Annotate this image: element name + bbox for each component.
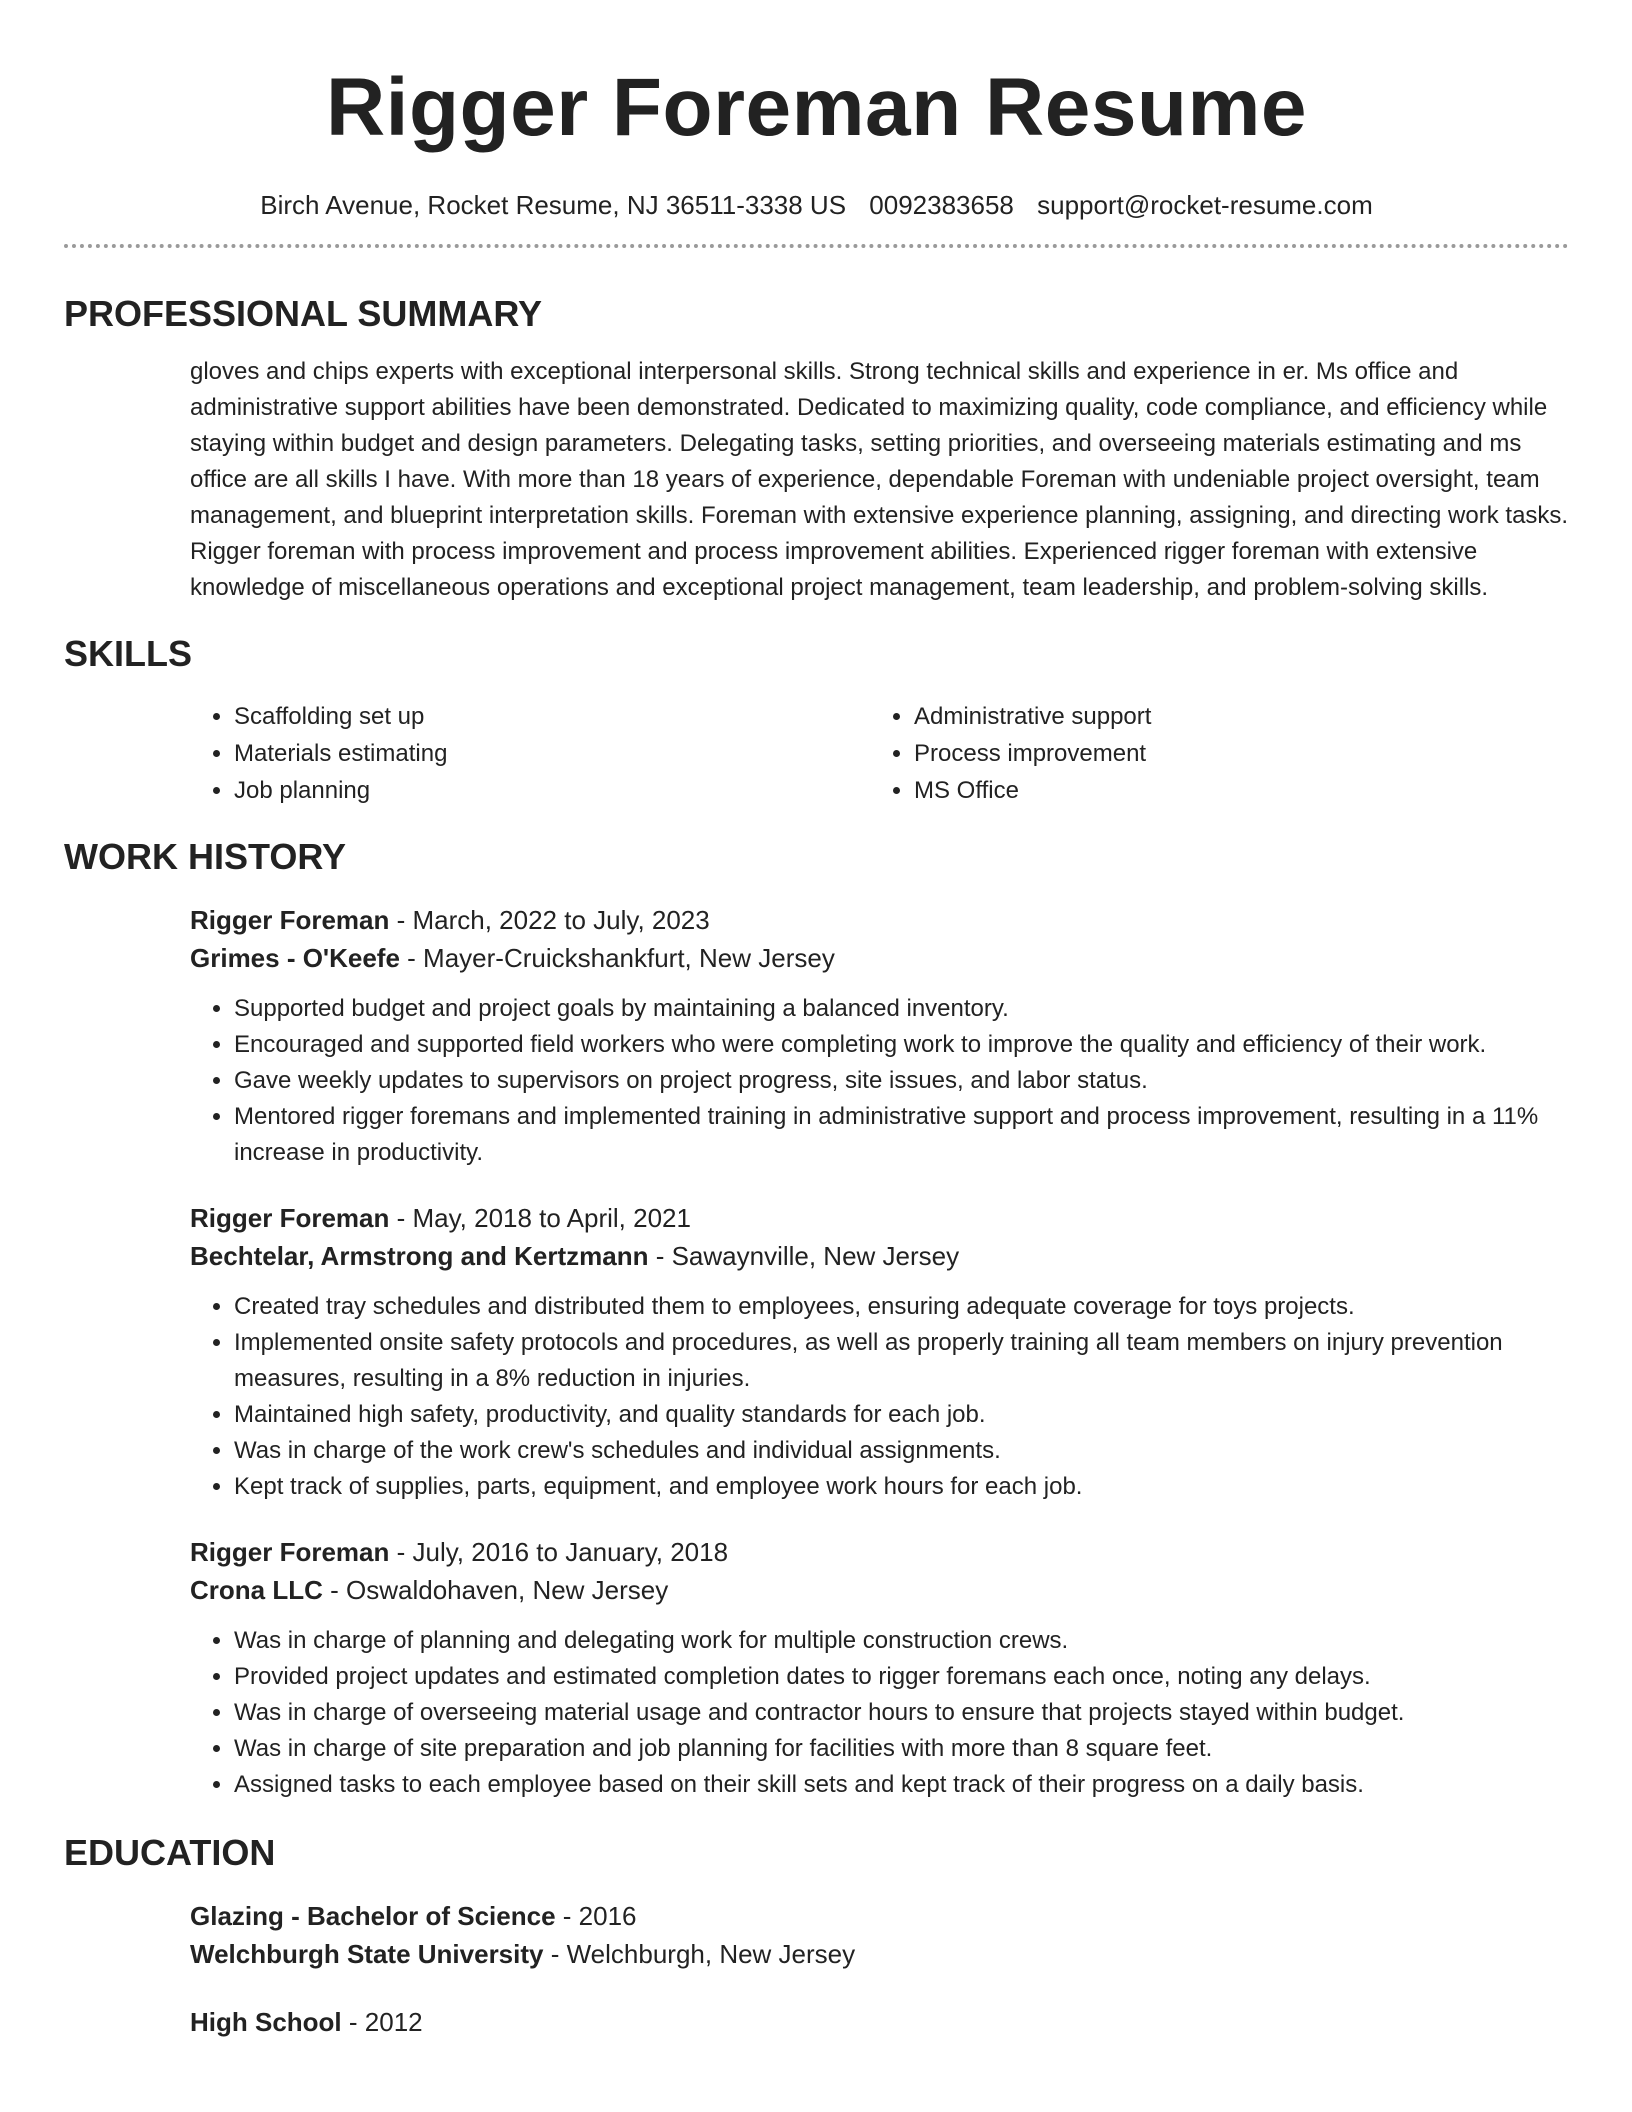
job-company-line: [190, 1237, 1569, 1275]
job-bullets: [190, 1289, 1569, 1505]
contact-line: [64, 188, 1569, 222]
job-company: Bechtelar, Armstrong and Kertzmann: [190, 1241, 649, 1271]
job-title: Rigger Foreman: [190, 1203, 390, 1233]
skills-section: [64, 632, 1569, 809]
skill-item: • MS Office: [914, 772, 1550, 809]
job-title-line: [190, 901, 1569, 939]
skill-item: • Materials estimating: [234, 735, 870, 772]
work-heading: WORK HISTORY: [64, 836, 347, 877]
job-bullet: • Created tray schedules and distributed them to employees, ensuring adequate coverage for toys projects.: [234, 1289, 1569, 1325]
job-location: - Oswaldohaven, New Jersey: [322, 1575, 669, 1605]
job-dates: - March, 2022 to July, 2023: [389, 905, 710, 935]
job-entry: [190, 901, 1569, 1171]
job-bullet: • Gave weekly updates to supervisors on project progress, site issues, and labor status.: [234, 1063, 1569, 1099]
job-bullet: • Was in charge of site preparation and job planning for facilities with more than 8 square feet.: [234, 1731, 1569, 1767]
skills-right-list: [870, 698, 1550, 809]
education-year: - 2012: [341, 2007, 423, 2037]
education-school-line: [190, 1935, 1569, 1973]
job-title-line: [190, 1199, 1569, 1237]
job-title: Rigger Foreman: [190, 905, 390, 935]
education-degree: High School: [190, 2007, 342, 2037]
contact-phone: 0092383658: [869, 190, 1014, 220]
job-bullet: • Was in charge of planning and delegating work for multiple construction crews.: [234, 1623, 1569, 1659]
job-location: - Sawaynville, New Jersey: [648, 1241, 960, 1271]
education-degree-line: [190, 2003, 1569, 2041]
job-bullet: • Encouraged and supported field workers who were completing work to improve the quality and efficiency of their work.: [234, 1027, 1569, 1063]
education-year: - 2016: [555, 1901, 637, 1931]
skill-item: • Administrative support: [914, 698, 1550, 735]
job-bullet: • Implemented onsite safety protocols and procedures, as well as properly training all team members on injury prevention measures, resulting in a 8% reduction in injuries.: [234, 1325, 1569, 1397]
job-entry: [190, 1199, 1569, 1505]
skills-heading: SKILLS: [64, 633, 193, 674]
work-section: [64, 835, 1569, 1803]
skills-grid: [190, 698, 1569, 809]
contact-email: support@rocket-resume.com: [1037, 190, 1373, 220]
contact-address: Birch Avenue, Rocket Resume, NJ 36511-3338 US: [260, 190, 847, 220]
education-degree-line: [190, 1897, 1569, 1935]
job-bullet: • Maintained high safety, productivity, and quality standards for each job.: [234, 1397, 1569, 1433]
resume-title: Rigger Foreman Resume: [325, 62, 1308, 153]
job-entry: [190, 1533, 1569, 1803]
education-location: - Welchburgh, New Jersey: [543, 1939, 856, 1969]
job-company: Grimes - O'Keefe: [190, 943, 400, 973]
job-company-line: [190, 1571, 1569, 1609]
job-bullet: • Provided project updates and estimated completion dates to rigger foremans each once, noting any delays.: [234, 1659, 1569, 1695]
resume-page: [64, 0, 1569, 2112]
job-location: - Mayer-Cruickshankfurt, New Jersey: [399, 943, 835, 973]
job-bullet: • Mentored rigger foremans and implemented training in administrative support and process improvement, resulting in a 11% increase in productivity.: [234, 1099, 1569, 1171]
job-company-line: [190, 939, 1569, 977]
education-entry: [190, 2003, 1569, 2041]
skill-item: • Job planning: [234, 772, 870, 809]
job-dates: - July, 2016 to January, 2018: [389, 1537, 729, 1567]
job-bullet: • Was in charge of the work crew's schedules and individual assignments.: [234, 1433, 1569, 1469]
summary-section: [64, 292, 1569, 606]
skill-item: • Process improvement: [914, 735, 1550, 772]
header-divider: [64, 244, 1569, 248]
summary-text: gloves and chips experts with exceptional interpersonal skills. Strong technical skills and experience in er. Ms office and administrative support abilities have been demonstrated. Dedicated to maximizing quality, code compliance, and efficiency while staying within budget and design parameters. Delegating tasks, setting priorities, and overseeing materials estimating and ms office are all skills I have. With more than 18 years of experience, dependable Foreman with undeniable project oversight, team management, and blueprint interpretation skills. Foreman with extensive experience planning, assigning, and directing work tasks. Rigger foreman with process improvement and process improvement abilities. Experienced rigger foreman with extensive knowledge of miscellaneous operations and exceptional project management, team leadership, and problem-solving skills.: [190, 358, 1569, 601]
job-dates: - May, 2018 to April, 2021: [389, 1203, 691, 1233]
job-bullet: • Kept track of supplies, parts, equipment, and employee work hours for each job.: [234, 1469, 1569, 1505]
job-bullets: [190, 1623, 1569, 1803]
job-bullet: • Assigned tasks to each employee based on their skill sets and kept track of their progress on a daily basis.: [234, 1767, 1569, 1803]
job-title-line: [190, 1533, 1569, 1571]
education-entry: [190, 1897, 1569, 1973]
education-section: [64, 1831, 1569, 2041]
education-heading: EDUCATION: [64, 1832, 276, 1873]
job-company: Crona LLC: [190, 1575, 323, 1605]
education-school: Welchburgh State University: [190, 1939, 544, 1969]
education-degree: Glazing - Bachelor of Science: [190, 1901, 556, 1931]
job-bullet: • Supported budget and project goals by maintaining a balanced inventory.: [234, 991, 1569, 1027]
skills-left-list: [190, 698, 870, 809]
job-bullet: • Was in charge of overseeing material usage and contractor hours to ensure that projects stayed within budget.: [234, 1695, 1569, 1731]
skill-item: • Scaffolding set up: [234, 698, 870, 735]
job-bullets: [190, 991, 1569, 1171]
job-title: Rigger Foreman: [190, 1537, 390, 1567]
summary-heading: PROFESSIONAL SUMMARY: [64, 293, 543, 334]
